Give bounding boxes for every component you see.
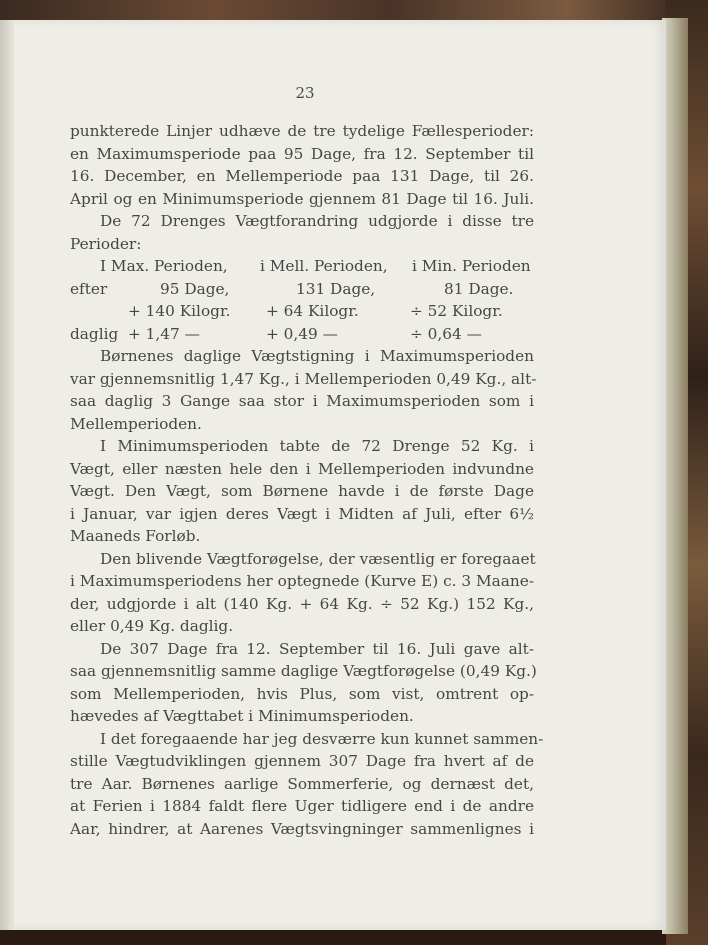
- text-line: De 72 Drenges Vægtforandring udgjorde i disse tre: [100, 212, 534, 230]
- text-line: April og en Minimumsperiode gjennem 81 Dage til 16. Juli.: [70, 189, 534, 208]
- page-number: 23: [295, 84, 315, 102]
- table-row: [70, 323, 534, 346]
- table-cell: 95 Dage,: [160, 279, 230, 298]
- text-line: stille Vægtudviklingen gjennem 307 Dage fra hvert af de: [70, 752, 534, 770]
- text-line: I Minimumsperioden tabte de 72 Drenge 52 Kg. i: [100, 437, 534, 455]
- text-line: 16. December, en Mellemperiode paa 131 Dage, til 26.: [70, 167, 534, 185]
- text-line: som Mellemperioden, hvis Plus, som vist, omtrent op-: [70, 684, 534, 703]
- text-line: var gjennemsnitlig 1,47 Kg., i Mellemperioden 0,49 Kg., alt-: [70, 369, 537, 388]
- text-line: saa daglig 3 Gange saa stor i Maximumsperioden som i: [70, 392, 534, 410]
- text-line: De 307 Dage fra 12. September til 16. Juli gave alt-: [100, 639, 534, 658]
- table-cell: + 140 Kilogr.: [128, 302, 231, 320]
- table-cell: ÷ 0,64 —: [410, 324, 482, 343]
- text-line: Aar, hindrer, at Aarenes Vægtsvingninger sammenlignes i: [70, 819, 534, 838]
- table-row: [70, 300, 534, 323]
- text-line: eller 0,49 Kg. daglig.: [70, 617, 234, 635]
- table-cell: + 1,47 —: [128, 324, 200, 343]
- text-line: Den blivende Vægtforøgelse, der væsentlig er foregaaet: [100, 549, 536, 568]
- table-header-row: [70, 255, 534, 278]
- text-line: Maaneds Forløb.: [70, 527, 201, 545]
- text-line: hævedes af Vægttabet i Minimumsperioden.: [70, 707, 414, 725]
- table-cell: daglig: [70, 324, 119, 343]
- text-line: Perioder:: [70, 234, 142, 253]
- table-cell: 131 Dage,: [296, 279, 376, 298]
- table-header-cell: I Max. Perioden,: [100, 257, 228, 275]
- text-line: Vægt. Den Vægt, som Børnene havde i de første Dage: [70, 482, 534, 500]
- text-line: en Maximumsperiode paa 95 Dage, fra 12. September til: [70, 144, 534, 163]
- text-line: at Ferien i 1884 faldt flere Uger tidligere end i de andre: [70, 797, 534, 815]
- page-text: [70, 120, 544, 840]
- book-cover-top: [0, 0, 708, 22]
- table-cell: 81 Dage.: [444, 279, 514, 298]
- text-line: punkterede Linjer udhæve de tre tydelige Fællesperioder:: [70, 122, 534, 140]
- text-line: der, udgjorde i alt (140 Kg. + 64 Kg. ÷ 52 Kg.) 152 Kg.,: [70, 594, 534, 613]
- table-header-cell: i Mell. Perioden,: [260, 257, 388, 275]
- table-cell: + 0,49 —: [266, 324, 338, 343]
- table-cell: efter: [70, 279, 108, 298]
- text-line: Mellemperioden.: [70, 414, 202, 433]
- text-line: i Januar, var igjen deres Vægt i Midten af Juli, efter 6½: [70, 504, 534, 523]
- page-gutter: [0, 20, 14, 930]
- table-header-cell: i Min. Perioden: [412, 257, 531, 275]
- book-page: [0, 20, 666, 930]
- text-line: i Maximumsperiodens her optegnede (Kurve E) c. 3 Maane-: [70, 572, 534, 590]
- table-row: [70, 278, 534, 301]
- text-line: saa gjennemsnitlig samme daglige Vægtforøgelse (0,49 Kg.): [70, 662, 537, 680]
- text-line: Børnenes daglige Vægtstigning i Maximumsperioden: [100, 347, 534, 365]
- text-line: Vægt, eller næsten hele den i Mellemperioden indvundne: [70, 459, 534, 478]
- text-line: tre Aar. Børnenes aarlige Sommerferie, og dernæst det,: [70, 774, 534, 793]
- table-cell: + 64 Kilogr.: [266, 302, 359, 320]
- table-cell: ÷ 52 Kilogr.: [410, 302, 503, 320]
- text-line: I det foregaaende har jeg desværre kun kunnet sammen-: [100, 729, 544, 748]
